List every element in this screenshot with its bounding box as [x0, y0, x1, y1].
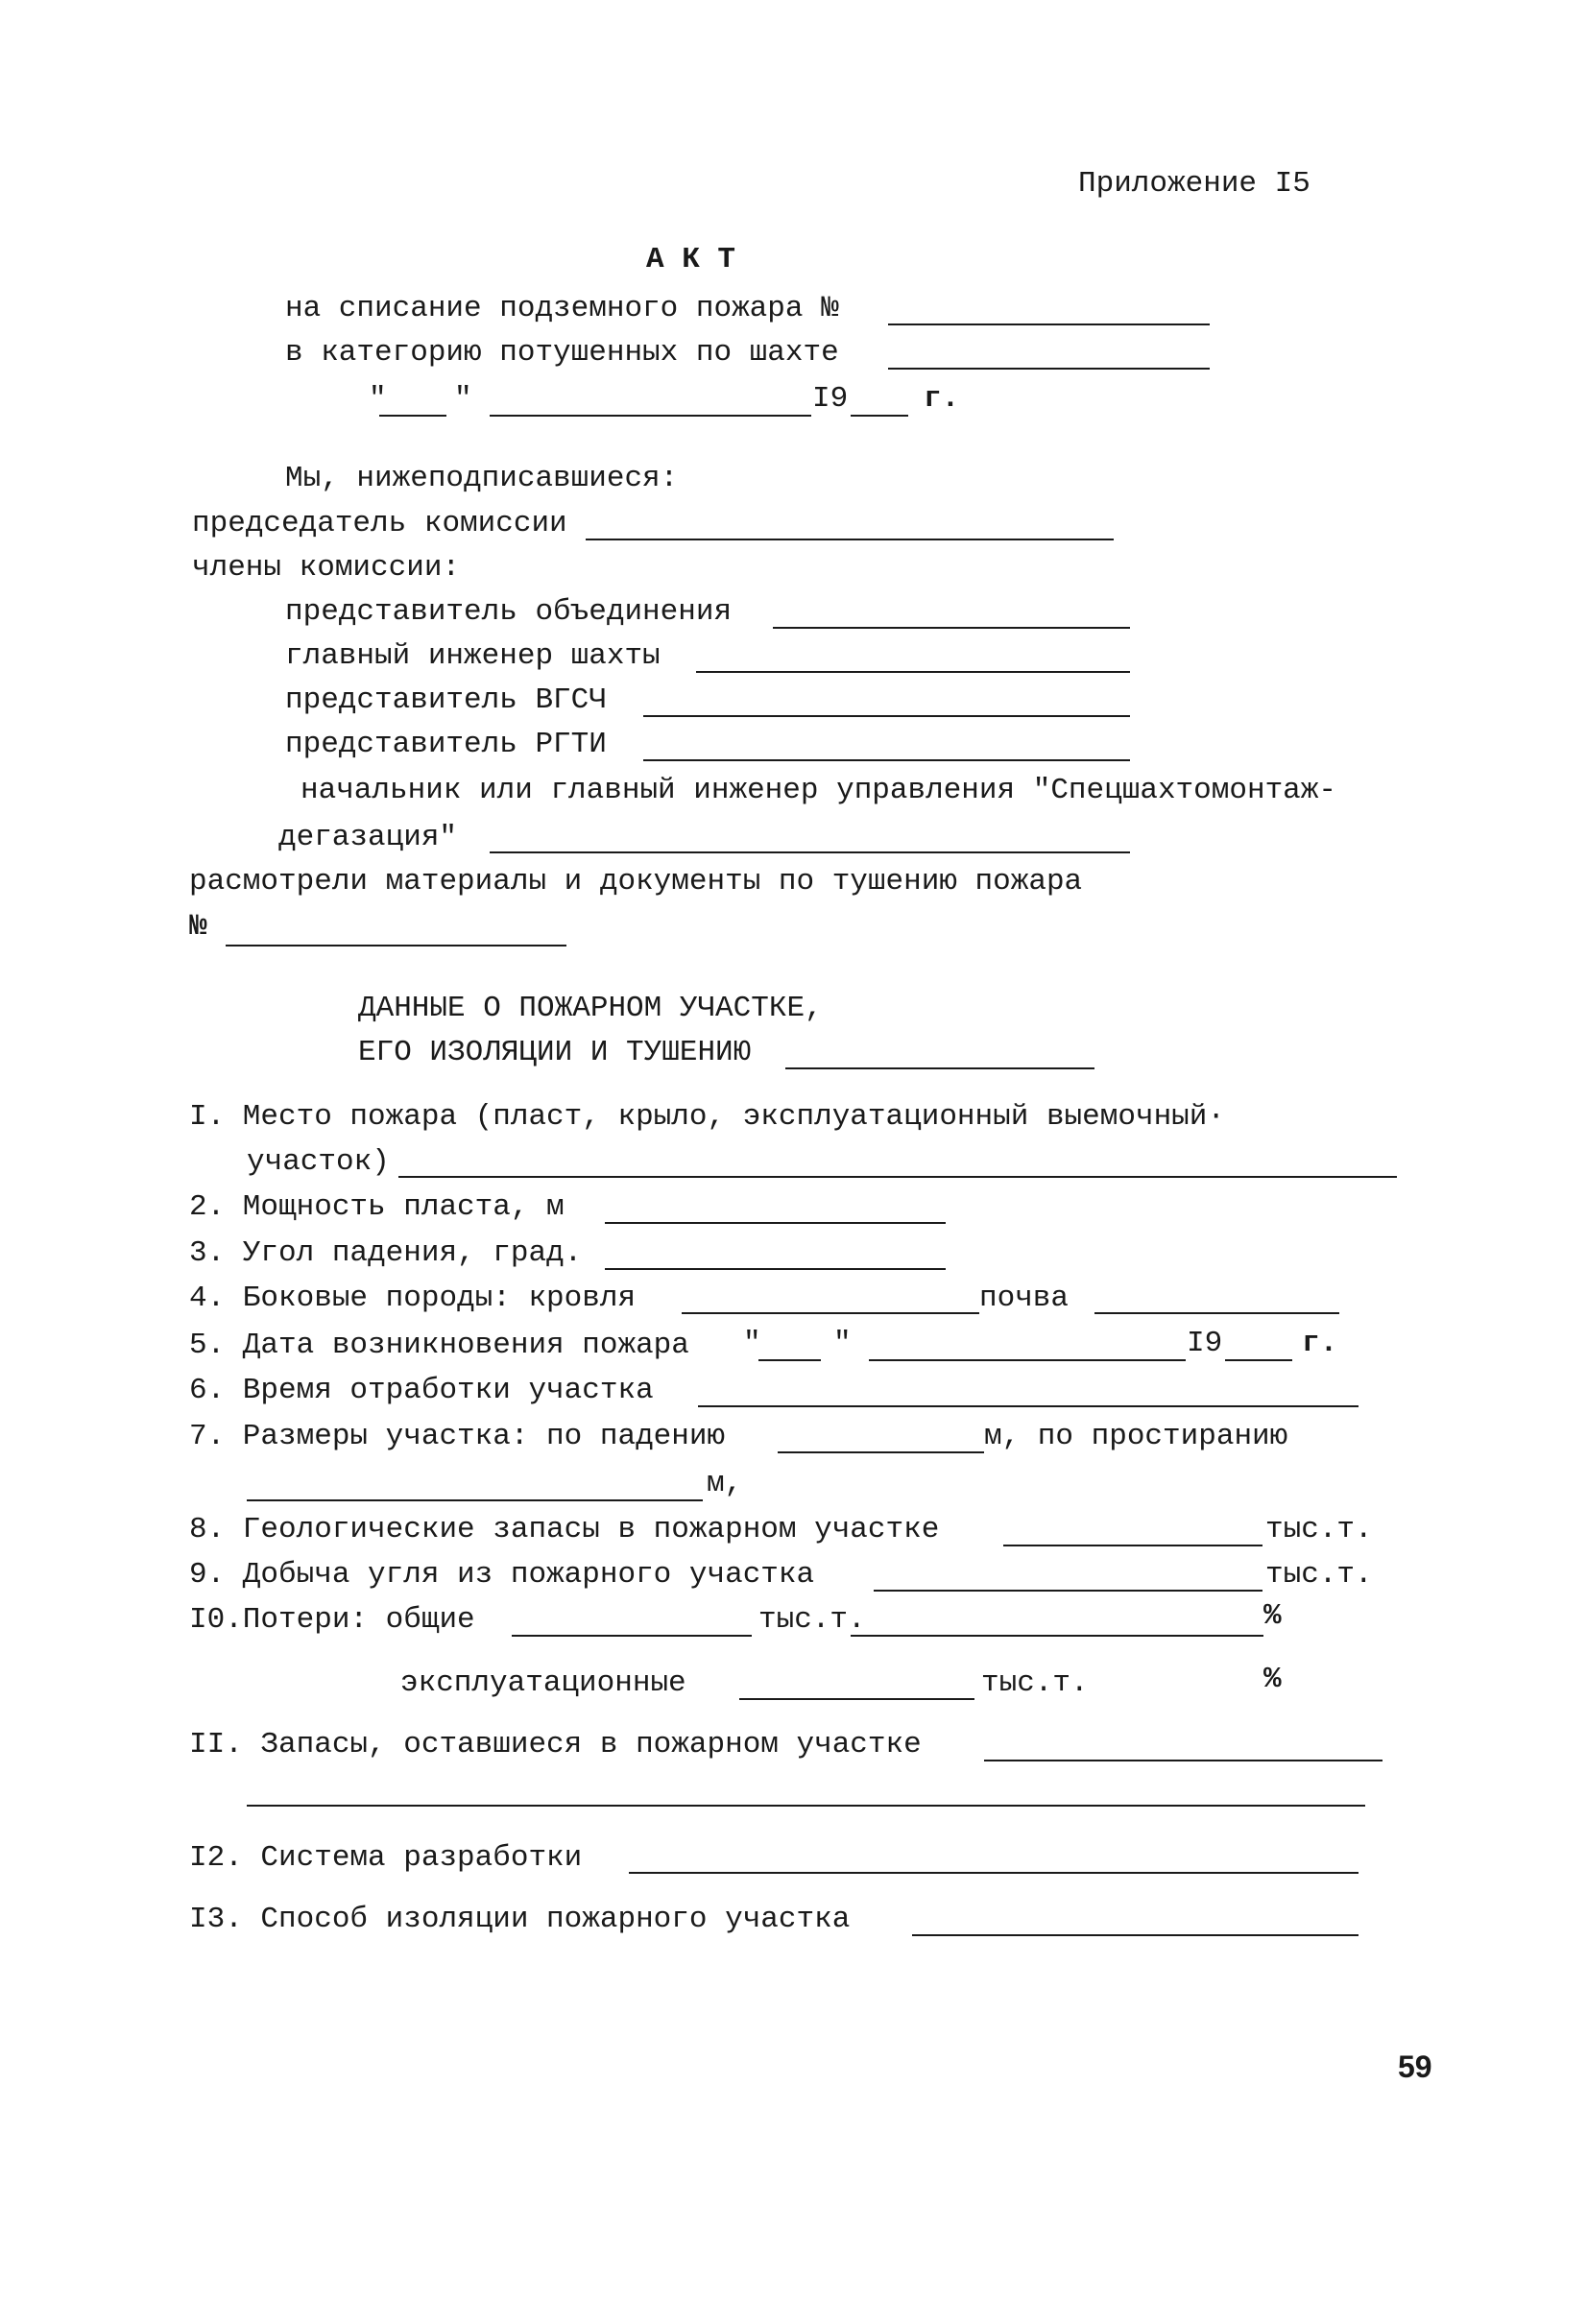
chairman-label: председатель комиссии — [192, 507, 567, 540]
item-7-unit: м, — [707, 1467, 743, 1500]
item-8-unit: тыс.т. — [1265, 1513, 1373, 1546]
item-1-line2: участок) — [247, 1145, 390, 1179]
item-5-close-quote: " — [833, 1327, 852, 1360]
rep-vgsch-field[interactable] — [643, 715, 1130, 717]
item-11-label: II. Запасы, оставшиеся в пожарном участке — [189, 1728, 922, 1761]
date-year-field[interactable] — [851, 415, 908, 417]
item-10-operational-label: эксплуатационные — [400, 1666, 686, 1700]
section-field[interactable] — [785, 1067, 1094, 1069]
subtitle-mine: в категорию потушенных по шахте — [285, 336, 839, 370]
date-year-suffix: г. — [924, 382, 960, 416]
chief-engineer-field[interactable] — [696, 671, 1130, 673]
item-5-month-field[interactable] — [869, 1359, 1186, 1361]
item-4-label: 4. Боковые породы: кровля — [189, 1282, 637, 1315]
item-2-label: 2. Мощность пласта, м — [189, 1190, 565, 1224]
item-5-year-field[interactable] — [1225, 1359, 1292, 1361]
chairman-field[interactable] — [586, 539, 1114, 540]
intro-we: Мы, нижеподписавшиеся: — [285, 462, 679, 495]
considered-number-sign: № — [189, 910, 207, 944]
appendix-label: Приложение I5 — [1078, 167, 1310, 201]
item-9-unit: тыс.т. — [1265, 1558, 1373, 1592]
subtitle-fire-number: на списание подземного пожара № — [285, 292, 839, 325]
item-10-total-unit: тыс.т. — [758, 1603, 866, 1637]
mine-name-field[interactable] — [888, 368, 1210, 370]
section-title-line2: ЕГО ИЗОЛЯЦИИ И ТУШЕНИЮ — [358, 1036, 752, 1069]
item-11-field-2[interactable] — [247, 1805, 1365, 1807]
rep-association-label: представитель объединения — [285, 595, 733, 629]
item-7-dip-field[interactable] — [778, 1451, 984, 1453]
item-10-operational-unit: тыс.т. — [981, 1666, 1089, 1700]
fire-number-field[interactable] — [888, 323, 1210, 325]
date-open-quote: " — [369, 382, 387, 416]
item-4-soil-field[interactable] — [1094, 1312, 1339, 1314]
rep-rgti-field[interactable] — [643, 759, 1130, 761]
rep-rgti-label: представитель РГТИ — [285, 728, 607, 761]
item-9-field[interactable] — [874, 1590, 1262, 1592]
item-12-field[interactable] — [629, 1872, 1359, 1874]
item-3-label: 3. Угол падения, град. — [189, 1236, 583, 1270]
item-5-year-suffix: г. — [1302, 1327, 1338, 1360]
item-1-field[interactable] — [398, 1176, 1397, 1178]
date-day-field[interactable] — [379, 415, 446, 417]
page-number: 59 — [1398, 2049, 1432, 2084]
head-label-line2: дегазация" — [278, 821, 458, 854]
item-12-label: I2. Система разработки — [189, 1841, 583, 1875]
item-10-operational-field[interactable] — [739, 1698, 974, 1700]
item-5-label: 5. Дата возникновения пожара — [189, 1329, 689, 1362]
date-close-quote: " — [454, 382, 472, 416]
rep-vgsch-label: представитель ВГСЧ — [285, 683, 607, 717]
item-10-total-percent-field[interactable] — [851, 1635, 1263, 1637]
date-month-field[interactable] — [490, 415, 811, 417]
item-7-label: 7. Размеры участка: по падению — [189, 1420, 726, 1453]
document-title: А К Т — [646, 243, 736, 276]
item-13-field[interactable] — [912, 1934, 1359, 1936]
item-2-field[interactable] — [605, 1222, 946, 1224]
item-7-strike-field[interactable] — [247, 1499, 703, 1501]
item-10-total-field[interactable] — [512, 1635, 752, 1637]
item-10-label: I0.Потери: общие — [189, 1603, 475, 1637]
item-13-label: I3. Способ изоляции пожарного участка — [189, 1903, 851, 1936]
rep-association-field[interactable] — [773, 627, 1130, 629]
item-8-label: 8. Геологические запасы в пожарном участке — [189, 1513, 940, 1546]
item-10-operational-percent: % — [1263, 1663, 1282, 1696]
members-label: члены комиссии: — [192, 551, 461, 585]
item-8-field[interactable] — [1003, 1545, 1262, 1546]
item-9-label: 9. Добыча угля из пожарного участка — [189, 1558, 815, 1592]
head-label-line1: начальник или главный инженер управления "Спецшахтомонтаж- — [301, 774, 1336, 807]
chief-engineer-label: главный инженер шахты — [285, 639, 661, 673]
head-field[interactable] — [490, 851, 1130, 853]
item-1-line1: I. Место пожара (пласт, крыло, эксплуатационный выемочный· — [189, 1100, 1225, 1134]
item-3-field[interactable] — [605, 1268, 946, 1270]
item-4-soil-label: почва — [979, 1282, 1070, 1315]
considered-fire-number-field[interactable] — [226, 945, 566, 946]
item-4-roof-field[interactable] — [682, 1312, 979, 1314]
item-7-strike-label: м, по простиранию — [984, 1420, 1288, 1453]
date-year-prefix: I9 — [812, 382, 849, 416]
section-title-line1: ДАННЫЕ О ПОЖАРНОМ УЧАСТКЕ, — [358, 992, 823, 1025]
item-10-total-percent: % — [1263, 1599, 1282, 1633]
item-5-year-prefix: I9 — [1187, 1327, 1223, 1360]
item-6-field[interactable] — [698, 1405, 1359, 1407]
item-5-open-quote: " — [743, 1327, 761, 1360]
item-5-day-field[interactable] — [758, 1359, 821, 1361]
item-11-field-1[interactable] — [984, 1760, 1383, 1761]
considered-text: расмотрели материалы и документы по тушению пожара — [189, 865, 1083, 898]
item-6-label: 6. Время отработки участка — [189, 1374, 654, 1407]
